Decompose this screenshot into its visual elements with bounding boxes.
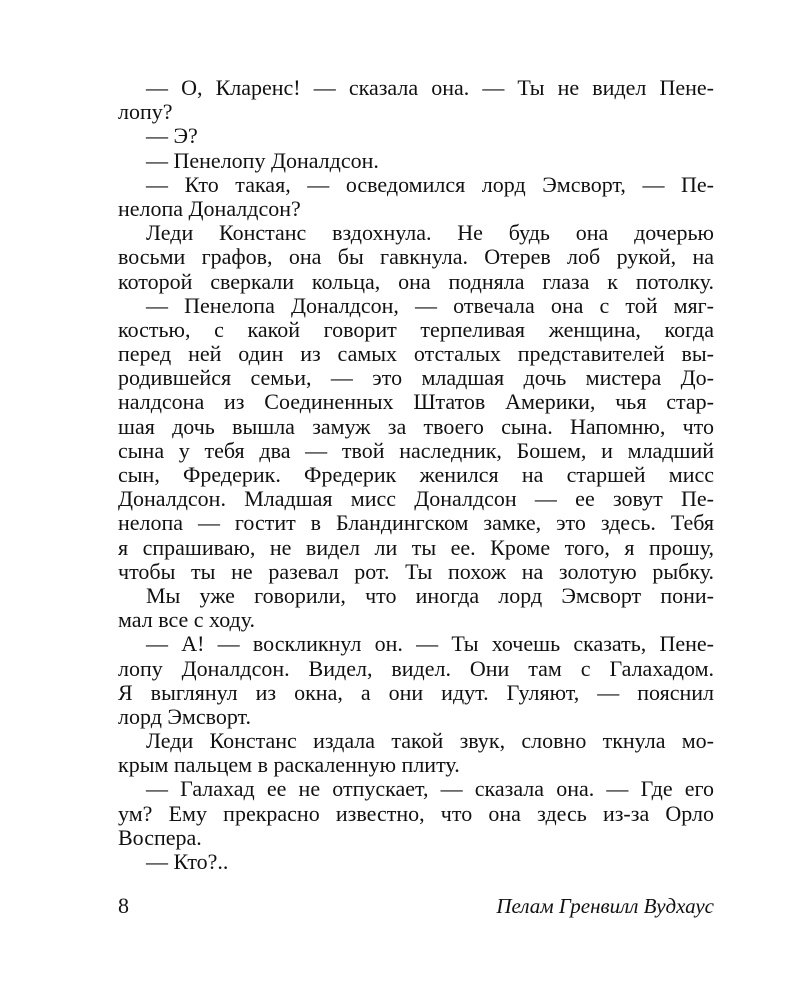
text-line: сын, Фредерик. Фредерик женился на старшей мисс	[118, 462, 714, 487]
text-line: лорд Эмсворт.	[118, 703, 251, 729]
text-line: — Галахад ее не отпускает, — сказала она. — Где его	[146, 776, 714, 802]
text-line: сына у тебя два — твой наследник, Бошем, и младший	[118, 437, 714, 463]
text-line: Мы уже говорили, что иногда лорд Эмсворт пони-	[146, 582, 714, 608]
text-line: — Э?	[146, 123, 198, 149]
text-line: я спрашиваю, не видел ли ты ее. Кроме того, я прошу,	[118, 534, 714, 560]
text-line: мал все с ходу.	[118, 607, 256, 633]
text-line: костью, с какой говорит терпеливая женщина, когда	[118, 316, 714, 342]
text-line: шая дочь вышла замуж за твоего сына. Напомню, что	[118, 413, 714, 439]
text-line: Я выглянул из окна, а они идут. Гуляют, — пояснил	[118, 679, 714, 705]
page-body	[118, 76, 714, 874]
text-line: Леди Констанс издала такой звук, словно ткнула мо-	[146, 728, 714, 754]
text-line: восьми графов, она бы гавкнула. Отерев лоб рукой, на	[118, 244, 714, 270]
text-line: ум? Ему прекрасно известно, что она здесь из-за Орло	[118, 800, 714, 826]
text-line: крым пальцем в раскаленную плиту.	[118, 752, 460, 778]
page-number: 8	[118, 893, 129, 918]
text-line: — Пенелопа Доналдсон, — отвечала она с той мяг-	[146, 292, 714, 318]
text-line: лопу Доналдсон. Видел, видел. Они там с Галахадом.	[118, 655, 714, 681]
text-line: — А! — воскликнул он. — Ты хочешь сказать, Пене-	[146, 631, 714, 657]
text-line: налдсона из Соединенных Штатов Америки, чья стар-	[118, 389, 714, 415]
running-head-author: Пелам Гренвилл Вудхаус	[496, 894, 714, 918]
text-line: родившейся семьи, — это младшая дочь мистера До-	[118, 365, 714, 391]
text-line: — О, Кларенс! — сказала она. — Ты не видел Пене-	[146, 75, 714, 100]
text-line: Доналдсон. Младшая мисс Доналдсон — ее зовут Пе-	[118, 486, 714, 512]
text-line: — Кто такая, — осведомился лорд Эмсворт, — Пе-	[146, 171, 714, 197]
text-line: нелопа — гостит в Бландингском замке, это здесь. Тебя	[118, 510, 714, 536]
text-line: Воспера.	[118, 824, 202, 850]
text-line: нелопа Доналдсон?	[118, 195, 301, 221]
text-line: чтобы ты не разевал рот. Ты похож на золотую рыбку.	[118, 558, 714, 584]
text-line: лопу?	[118, 99, 173, 125]
text-line: которой сверкали кольца, она подняла глаза к потолку.	[118, 268, 714, 294]
text-line: Леди Констанс вздохнула. Не будь она дочерью	[146, 220, 714, 246]
text-line: перед ней один из самых отсталых представителей вы-	[118, 341, 714, 367]
text-line: — Пенелопу Доналдсон.	[146, 147, 379, 173]
text-line: — Кто?..	[146, 849, 229, 874]
